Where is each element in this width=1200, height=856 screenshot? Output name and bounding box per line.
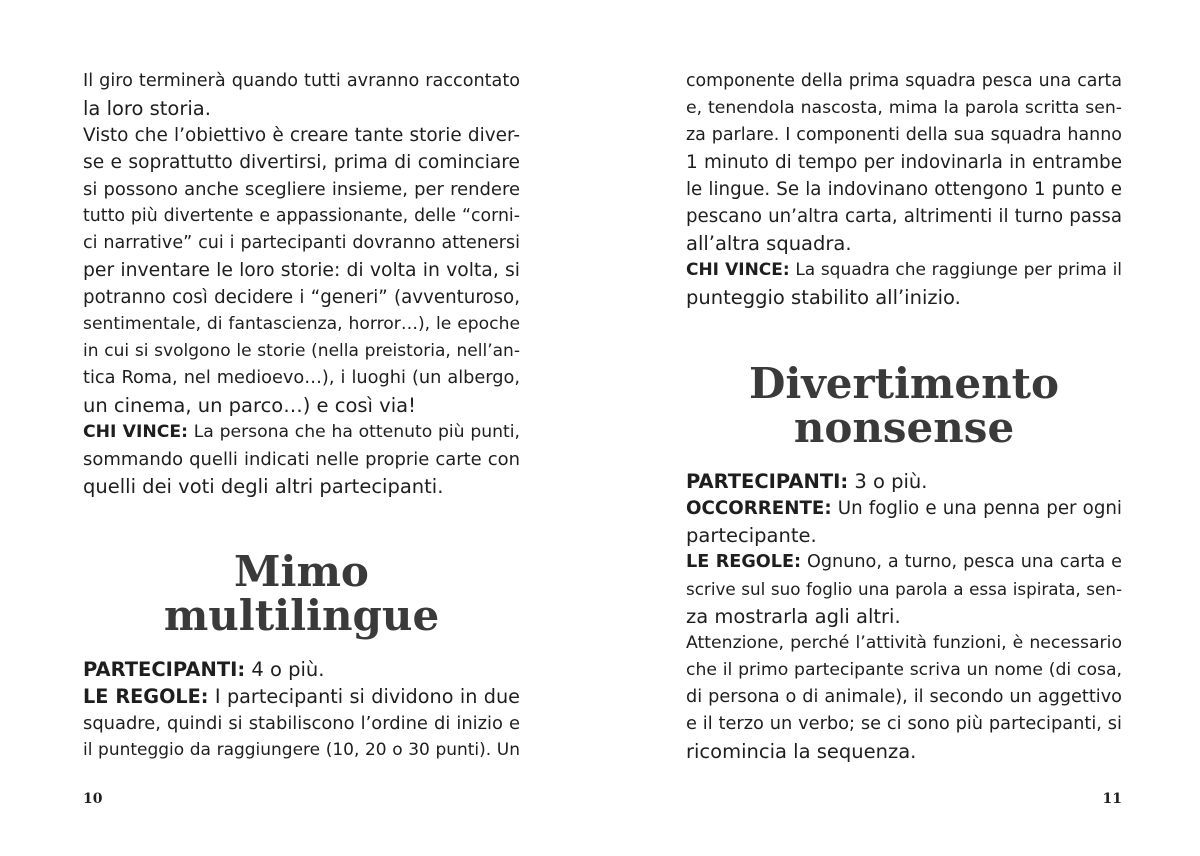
partecipanti-value: 4 o più. [245,658,325,681]
regole-line [686,549,1122,576]
intro-line: se e soprattutto divertirsi, prima di cominciare [83,152,520,173]
occorrente-line: partecipante. [686,524,817,547]
attenzione-line: di persona o di animale), il secondo un aggettivo [686,687,1122,707]
partecipanti-label: PARTECIPANTI: [83,658,246,681]
intro-line: un cinema, un parco…) e così via! [83,394,416,417]
section-heading-divertimento-nonsense [686,359,1122,452]
partecipanti-value: 3 o più. [848,470,928,493]
continuation-line: pescano un’altra carta, altrimenti il turno passa [686,206,1122,227]
regole-label: LE REGOLE: [686,552,802,572]
intro-line: tica Roma, nel medioevo…), i luoghi (un albergo, [83,368,520,388]
attenzione-line: Attenzione, perché l’attività funzioni, è necessario [686,633,1122,653]
right-page [600,0,1200,856]
chi-vince-label: CHI VINCE: [83,422,188,442]
intro-line: si possono anche scegliere insieme, per rendere [83,179,520,200]
intro-line: Visto che l’obiettivo è creare tante storie diver- [83,125,520,146]
intro-line: ci narrative” cui i partecipanti dovranno attenersi [83,233,520,253]
occorrente-line [686,495,1122,522]
regole-text: I partecipanti si dividono in due [208,685,520,708]
regole-line [83,683,520,710]
chi-vince-line: sommando quelli indicati nelle proprie carte con [83,449,520,470]
regole-line: squadre, quindi si stabiliscono l’ordine di inizio e [83,713,520,734]
intro-line: la loro storia. [83,97,211,120]
mimo-continuation-paragraph [686,68,1122,311]
heading-line: multilingue [163,591,440,640]
page-number: 11 [1102,791,1122,807]
intro-line: sentimentale, di fantascienza, horror…), le epoche [83,314,520,334]
attenzione-line: ricomincia la sequenza. [686,740,917,763]
chi-vince-text: La persona che ha ottenuto più punti, [187,422,520,442]
partecipanti-line [83,656,520,683]
regole-text: Ognuno, a turno, pesca una carta e [801,552,1123,572]
chi-vince-line: quelli dei voti degli altri partecipanti. [83,475,444,498]
heading-line: Divertimento [748,359,1060,408]
continuation-line: le lingue. Se la indovinano ottengono 1 punto e [686,179,1122,200]
heading-line: Mimo [234,547,369,596]
section-heading-mimo-multilingue [83,547,520,640]
intro-paragraph [83,68,520,500]
intro-line: potranno così decidere i “generi” (avventuroso, [83,287,520,308]
mimo-rules-paragraph [83,656,520,764]
intro-line: Il giro terminerà quando tutti avranno raccontato [83,71,520,91]
regole-line: za mostrarla agli altri. [686,605,901,628]
continuation-line: e, tenendola nascosta, mima la parola scritta sen- [686,98,1122,118]
partecipanti-label: PARTECIPANTI: [686,470,849,493]
page-number: 10 [83,791,103,807]
continuation-line: componente della prima squadra pesca una carta [686,71,1122,91]
partecipanti-line [686,468,1122,495]
nonsense-rules-paragraph [686,468,1122,765]
intro-line: tutto più divertente e appassionante, delle “corni- [83,206,520,226]
regole-line: scrive sul suo foglio una parola a essa ispirata, sen- [686,579,1122,599]
regole-label: LE REGOLE: [83,685,209,708]
chi-vince-line [686,257,1122,284]
attenzione-line: che il primo partecipante scriva un nome (di cosa, [686,660,1122,680]
chi-vince-text: La squadra che raggiunge per prima il [789,260,1122,280]
intro-line: per inventare le loro storie: di volta in volta, si [83,260,520,281]
occorrente-label: OCCORRENTE: [686,498,832,519]
occorrente-text: Un foglio e una penna per ogni [831,498,1122,519]
intro-line: in cui si svolgono le storie (nella preistoria, nell’an- [83,341,520,361]
chi-vince-line [83,419,520,446]
continuation-line: all’altra squadra. [686,232,852,255]
heading-line: nonsense [793,403,1015,452]
continuation-line: 1 minuto di tempo per indovinarla in entrambe [686,152,1122,173]
chi-vince-line: punteggio stabilito all’inizio. [686,286,961,309]
chi-vince-label: CHI VINCE: [686,260,790,280]
continuation-line: za parlare. I componenti della sua squadra hanno [686,125,1122,145]
regole-line: il punteggio da raggiungere (10, 20 o 30 punti). Un [83,740,520,760]
attenzione-line: e il terzo un verbo; se ci sono più partecipanti, si [686,714,1122,734]
